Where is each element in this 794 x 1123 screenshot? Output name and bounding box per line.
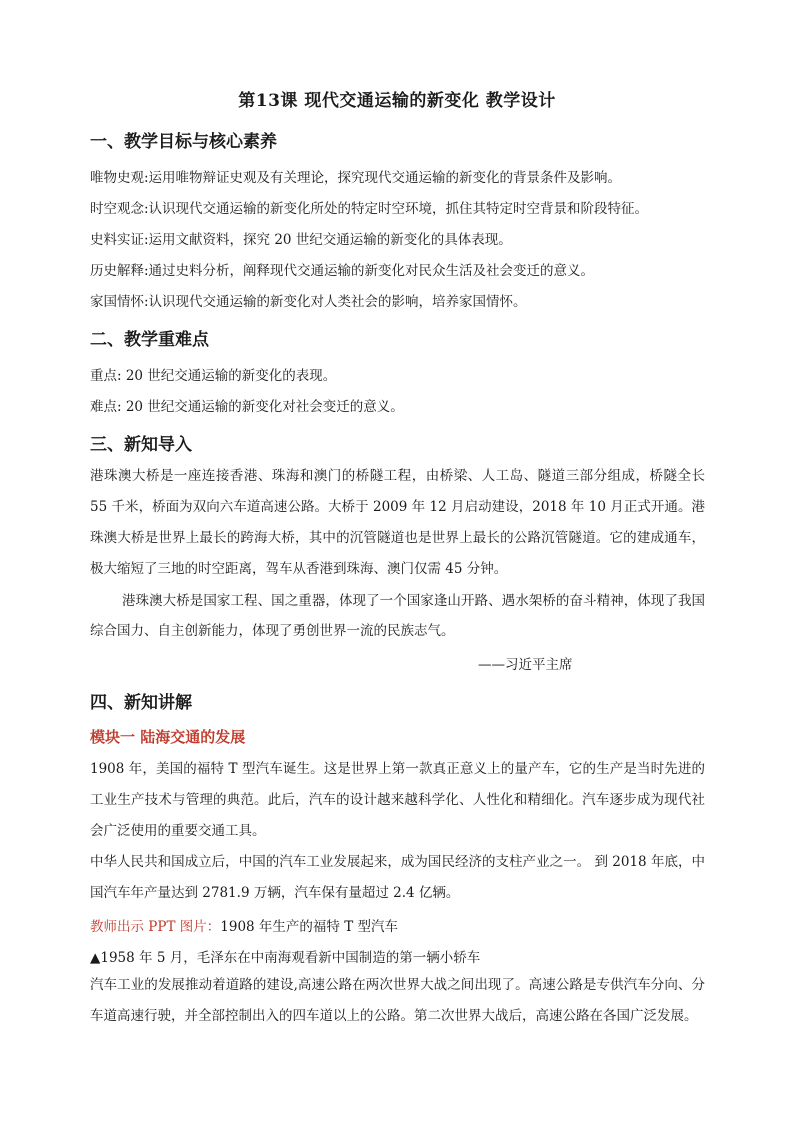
objective-item: 家国情怀:认识现代交通运输的新变化对人类社会的影响，培养家国情怀。 [90, 294, 527, 310]
quote-attribution: ——习近平主席 [478, 657, 573, 673]
objective-item: 唯物史观:运用唯物辩证史观及有关理论，探究现代交通运输的新变化的背景条件及影响。 [90, 170, 622, 186]
section-heading-explanation: 四、新知讲解 [90, 693, 192, 713]
document-title: 第13课 现代交通运输的新变化 教学设计 [238, 91, 556, 111]
objective-item: 时空观念:认识现代交通运输的新变化所处的特定时空环境，抓住其特定时空背景和阶段特征。 [90, 201, 649, 217]
explanation-paragraph: 1908 年，美国的福特 T 型汽车诞生。这是世界上第一款真正意义上的量产车，它的生产是当时先进的工业生产技术与管理的典范。此后，汽车的设计越来越科学化、人性化和精细化。汽车逐步成为现代社会广泛使用的重要交通工具。 [90, 761, 705, 839]
photo-caption: ▲1958 年 5 月，毛泽东在中南海观看新中国制造的第一辆小轿车 [90, 950, 481, 966]
ppt-caption: 1908 年生产的福特 T 型汽车 [220, 919, 398, 935]
explanation-paragraph: 汽车工业的发展推动着道路的建设,高速公路在两次世界大战之间出现了。高速公路是专供汽车分向、分车道高速行驶，并全部控制出入的四车道以上的公路。第二次世界大战后，高速公路在各国广泛发展。 [90, 977, 705, 1024]
objective-item: 历史解释:通过史料分析，阐释现代交通运输的新变化对民众生活及社会变迁的意义。 [90, 263, 595, 279]
key-point-item: 重点: 20 世纪交通运输的新变化的表现。 [90, 368, 337, 384]
section-heading-objectives: 一、教学目标与核心素养 [90, 132, 277, 152]
section-heading-key-points: 二、教学重难点 [90, 330, 209, 350]
ppt-instruction [90, 915, 398, 935]
explanation-paragraph: 中华人民共和国成立后，中国的汽车工业发展起来，成为国民经济的支柱产业之一。 到 2018 年底，中国汽车年产量达到 2781.9 万辆，汽车保有量超过 2.4 亿辆。 [90, 854, 705, 901]
section-heading-introduction: 三、新知导入 [90, 435, 192, 455]
module-title: 模块一 陆海交通的发展 [90, 728, 246, 746]
ppt-label: 教师出示 PPT 图片： [90, 919, 221, 935]
difficult-point-item: 难点: 20 世纪交通运输的新变化对社会变迁的意义。 [90, 399, 404, 415]
objective-item: 史料实证:运用文献资料，探究 20 世纪交通运输的新变化的具体表现。 [90, 232, 512, 248]
quote-paragraph: 港珠澳大桥是国家工程、国之重器，体现了一个国家逢山开路、遇水架桥的奋斗精神，体现了我国综合国力、自主创新能力，体现了勇创世界一流的民族志气。 [90, 593, 705, 639]
introduction-paragraph: 港珠澳大桥是一座连接香港、珠海和澳门的桥隧工程，由桥梁、人工岛、隧道三部分组成，桥隧全长 55 千米，桥面为双向六车道高速公路。大桥于 2009 年 12 月启动建设，2018 年 10 月正式开通。港珠澳大桥是世界上最长的跨海大桥，其中的沉管隧道也是世界上最长的公路沉管隧道。它的建成通车，极大缩短了三地的时空距离，驾车从香港到珠海、澳门仅需 45 分钟。 [90, 468, 705, 577]
